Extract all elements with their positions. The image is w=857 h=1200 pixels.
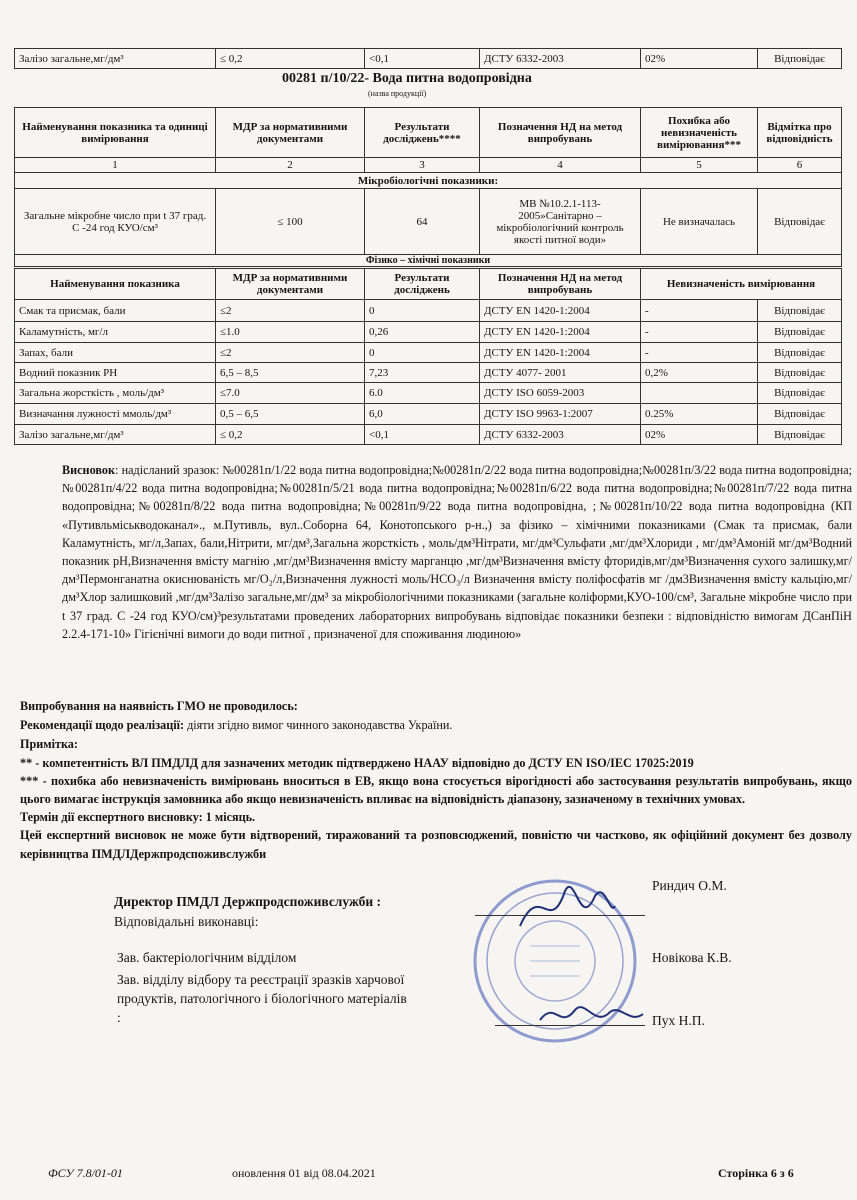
- section-micro: Мікробіологічні показники:: [15, 173, 842, 189]
- table-row: [15, 300, 842, 322]
- header-name: Найменування показника: [15, 269, 216, 300]
- col-number: 6: [758, 158, 842, 173]
- cell-norm: ≤ 0,2: [216, 425, 365, 445]
- name-bact: Новікова К.В.: [652, 950, 732, 965]
- col-number: 5: [641, 158, 758, 173]
- recommend-label: Рекомендації щодо реалізації:: [20, 718, 185, 733]
- cell-method: ДСТУ 4077- 2001: [480, 363, 641, 383]
- col-number: 2: [216, 158, 365, 173]
- cell-name: Визначання лужності ммоль/дм³: [15, 404, 216, 425]
- signature-scribble-icon: [510, 876, 620, 936]
- recommend-text: діяти згідно вимог чинного законодавства України.: [184, 718, 453, 733]
- cell-result: 0,26: [365, 322, 480, 343]
- signature-line: [495, 1025, 645, 1026]
- cell-mark: Відповідає: [758, 189, 842, 255]
- cell-result: 0: [365, 343, 480, 363]
- note-label: Примітка:: [20, 737, 78, 752]
- col-number: 1: [15, 158, 216, 173]
- cell-method: ДСТУ EN 1420-1:2004: [480, 300, 641, 322]
- cell-norm: 0,5 – 6,5: [216, 404, 365, 425]
- cell-error: [641, 383, 758, 404]
- cell-result: 6.0: [365, 383, 480, 404]
- sample-title: 00281 п/10/22- Вода питна водопровідна: [282, 71, 532, 86]
- copyright-line: Цей експертний висновок не може бути відтворений, тиражований та розповсюджений, повністю чи частково, як офіційний документ без дозволу керівництва ПМДЛДержпродспоживслужби: [20, 828, 852, 861]
- cell-error: -: [641, 343, 758, 363]
- chem-table: [14, 268, 842, 445]
- header-method: Позначення НД на метод випробувань: [480, 108, 641, 158]
- cell-error: 02%: [641, 425, 758, 445]
- cell-error: Не визначалась: [641, 189, 758, 255]
- cell-norm: ≤ 0,2: [216, 49, 365, 69]
- footer-page: Сторінка 6 з 6: [718, 1166, 794, 1180]
- cell-name: Залізо загальне,мг/дм³: [15, 425, 216, 445]
- conclusion-paragraph: [62, 461, 852, 643]
- cell-mark: Відповідає: [758, 300, 842, 322]
- bact-head-title: Зав. бактеріологічним відділом: [117, 950, 297, 965]
- cell-result: 6,0: [365, 404, 480, 425]
- cell-method: ДСТУ 6332-2003: [480, 425, 641, 445]
- cell-result: 0: [365, 300, 480, 322]
- cell-norm: ≤7.0: [216, 383, 365, 404]
- signature-line: [475, 915, 645, 916]
- cell-method: МВ №10.2.1-113-2005»Санітарно – мікробіологічний контроль якості питної води»: [480, 189, 641, 255]
- cell-norm: ≤ 100: [216, 189, 365, 255]
- sample-subtitle: (назва продукції): [368, 89, 427, 98]
- cell-name: Каламутність, мг/л: [15, 322, 216, 343]
- note-line-2: *** - похибка або невизначеність вимірювань вноситься в ЕВ, якщо вона стосується вірогідності або застосування результатів випробувань, якщо цього вимагає інструкція замовника або якщо невизначеність впливає на відповідність діапазону, зазначеному в технічних умовах.: [20, 773, 852, 807]
- cell-method: ДСТУ EN 1420-1:2004: [480, 343, 641, 363]
- cell-mark: Відповідає: [758, 383, 842, 404]
- header-method: Позначення НД на метод випробувань: [480, 269, 641, 300]
- cell-name: Загальна жорсткість , моль/дм³: [15, 383, 216, 404]
- gmo-line: Випробування на наявність ГМО не проводилось:: [20, 699, 298, 713]
- cell-name: Залізо загальне,мг/дм³: [15, 49, 216, 69]
- header-mark: Відмітка про відповідність: [758, 108, 842, 158]
- footer-revision: оновлення 01 від 08.04.2021: [232, 1166, 376, 1180]
- table-row: [15, 363, 842, 383]
- cell-norm: ≤1.0: [216, 322, 365, 343]
- cell-method: ДСТУ 6332-2003: [480, 49, 641, 69]
- cell-mark: Відповідає: [758, 363, 842, 383]
- col-number: 3: [365, 158, 480, 173]
- table-row: [15, 322, 842, 343]
- header-norm: МДР за нормативними документами: [216, 269, 365, 300]
- top-table: [14, 48, 842, 69]
- header-uncertainty: Невизначеність вимірювання: [641, 269, 842, 300]
- signature-director: [510, 876, 620, 936]
- footer-form: ФСУ 7.8/01-01: [48, 1166, 123, 1180]
- section-chem: Фізико – хімічні показники: [15, 255, 842, 267]
- col-number: 4: [480, 158, 641, 173]
- cell-result: <0,1: [365, 49, 480, 69]
- name-director: Риндич О.М.: [652, 878, 727, 893]
- header-norm: МДР за нормативними документами: [216, 108, 365, 158]
- header-name: Найменування показника та одиниці вимірювання: [15, 108, 216, 158]
- cell-norm: ≤2: [216, 300, 365, 322]
- cell-error: -: [641, 322, 758, 343]
- cell-error: 0.25%: [641, 404, 758, 425]
- cell-name: Водний показник РН: [15, 363, 216, 383]
- cell-norm: 6,5 – 8,5: [216, 363, 365, 383]
- notes-block: [20, 697, 852, 863]
- cell-error: -: [641, 300, 758, 322]
- cell-norm: ≤2: [216, 343, 365, 363]
- cell-method: ДСТУ ISO 6059-2003: [480, 383, 641, 404]
- sampling-head-title-2: продуктів, патологічного і біологічного матеріалів: [117, 991, 407, 1006]
- table-row: [15, 425, 842, 445]
- sampling-head-colon: :: [117, 1010, 121, 1025]
- name-sampling: Пух Н.П.: [652, 1013, 705, 1028]
- cell-error: 0,2%: [641, 363, 758, 383]
- cell-mark: Відповідає: [758, 343, 842, 363]
- cell-result: <0,1: [365, 425, 480, 445]
- cell-mark: Відповідає: [758, 404, 842, 425]
- table-row: [15, 343, 842, 363]
- recommend-line: [20, 716, 852, 734]
- cell-result: 64: [365, 189, 480, 255]
- table-row: [15, 404, 842, 425]
- conclusion-label: Висновок: [62, 463, 115, 477]
- cell-result: 7,23: [365, 363, 480, 383]
- sampling-head-title-1: Зав. відділу відбору та реєстрації зразків харчової: [117, 972, 405, 987]
- cell-mark: Відповідає: [758, 49, 842, 69]
- executors-label: Відповідальні виконавці:: [114, 914, 259, 929]
- cell-name: Загальне мікробне число при t 37 град. С -24 год КУО/см³: [15, 189, 216, 255]
- header-result: Результати досліджень: [365, 269, 480, 300]
- header-error: Похибка або невизначеність вимірювання***: [641, 108, 758, 158]
- term-line: Термін дії експертного висновку: 1 місяць.: [20, 810, 256, 825]
- cell-name: Смак та присмак, бали: [15, 300, 216, 322]
- note-line-1: ** - компетентність ВЛ ПМДЛД для зазначених методик підтверджено НААУ відповідно до ДСТУ EN ISO/IEC 17025:2019: [20, 755, 694, 770]
- conclusion-text: : надісланий зразок: №00281п/1/22 вода питна водопровідна;№00281п/2/22 вода питна водопровідна;№00281п/3/22 вода питна водопровідна;№00281п/4/22 вода питна водопровідна;№00281п/5/21 вода питна водопровідна;№00281п/6/22 вода питна водопровідна;№00281п/7/22 вода питна водопровідна;№00281п/8/22 вода питна водопровідна;№00281п/9/22 вода питна водопровідна, ;№00281п/10/22 вода питна водопровідна (КП «Путивльміськводоканал»., м.Путивль, вул..Соборна 64, Конотопського р-н.,) за фізико – хімічними показниками (Смак та присмак, бали Каламутність, мг/л,Запах, бали,Нітрити, мг/дм³,Загальна жорсткість , моль/дм³Нітрати, мг/дм³Сульфати ,мг/дм³Хлориди , мг/дм³Амоній мг/дм³Водний показник рН,Визначення вмісту магнію ,мг/дм³Визначення вмісту марганцю ,мг/дм³Визначення вмісту фторидів,мг/дм³Визначення сухого залишку,мг/дм³Пермонганатна окиснюваність мг/О₂/л,Визначення лужності моль/НСО₃/л Визначення вмісту поліфосфатів мг /дм3Визначення вмісту кальцію,мг/дм³Хлор залишковий ,мг/дм³Залізо загальне,мг/дм³ за мікробіологічними показниками (загальне коліформи,КУО-100/см³, Загальне мікробне число при t 37 град. С -24 год КУО/см)³результатами проведених лабораторних випробувань відповідає показники безпеки : відповідністю вимогам ДСанПіН 2.2.4-171-10» Гігієнічні вимоги до води питної , призначеної для споживання людиною»: [62, 463, 852, 641]
- cell-method: ДСТУ EN 1420-1:2004: [480, 322, 641, 343]
- cell-method: ДСТУ ISO 9963-1:2007: [480, 404, 641, 425]
- cell-error: 02%: [641, 49, 758, 69]
- cell-name: Запах, бали: [15, 343, 216, 363]
- micro-table: [14, 107, 842, 267]
- table-row: [15, 383, 842, 404]
- cell-mark: Відповідає: [758, 425, 842, 445]
- header-result: Результати досліджень****: [365, 108, 480, 158]
- cell-mark: Відповідає: [758, 322, 842, 343]
- director-title: Директор ПМДЛ Держпродспоживслужби :: [114, 894, 381, 909]
